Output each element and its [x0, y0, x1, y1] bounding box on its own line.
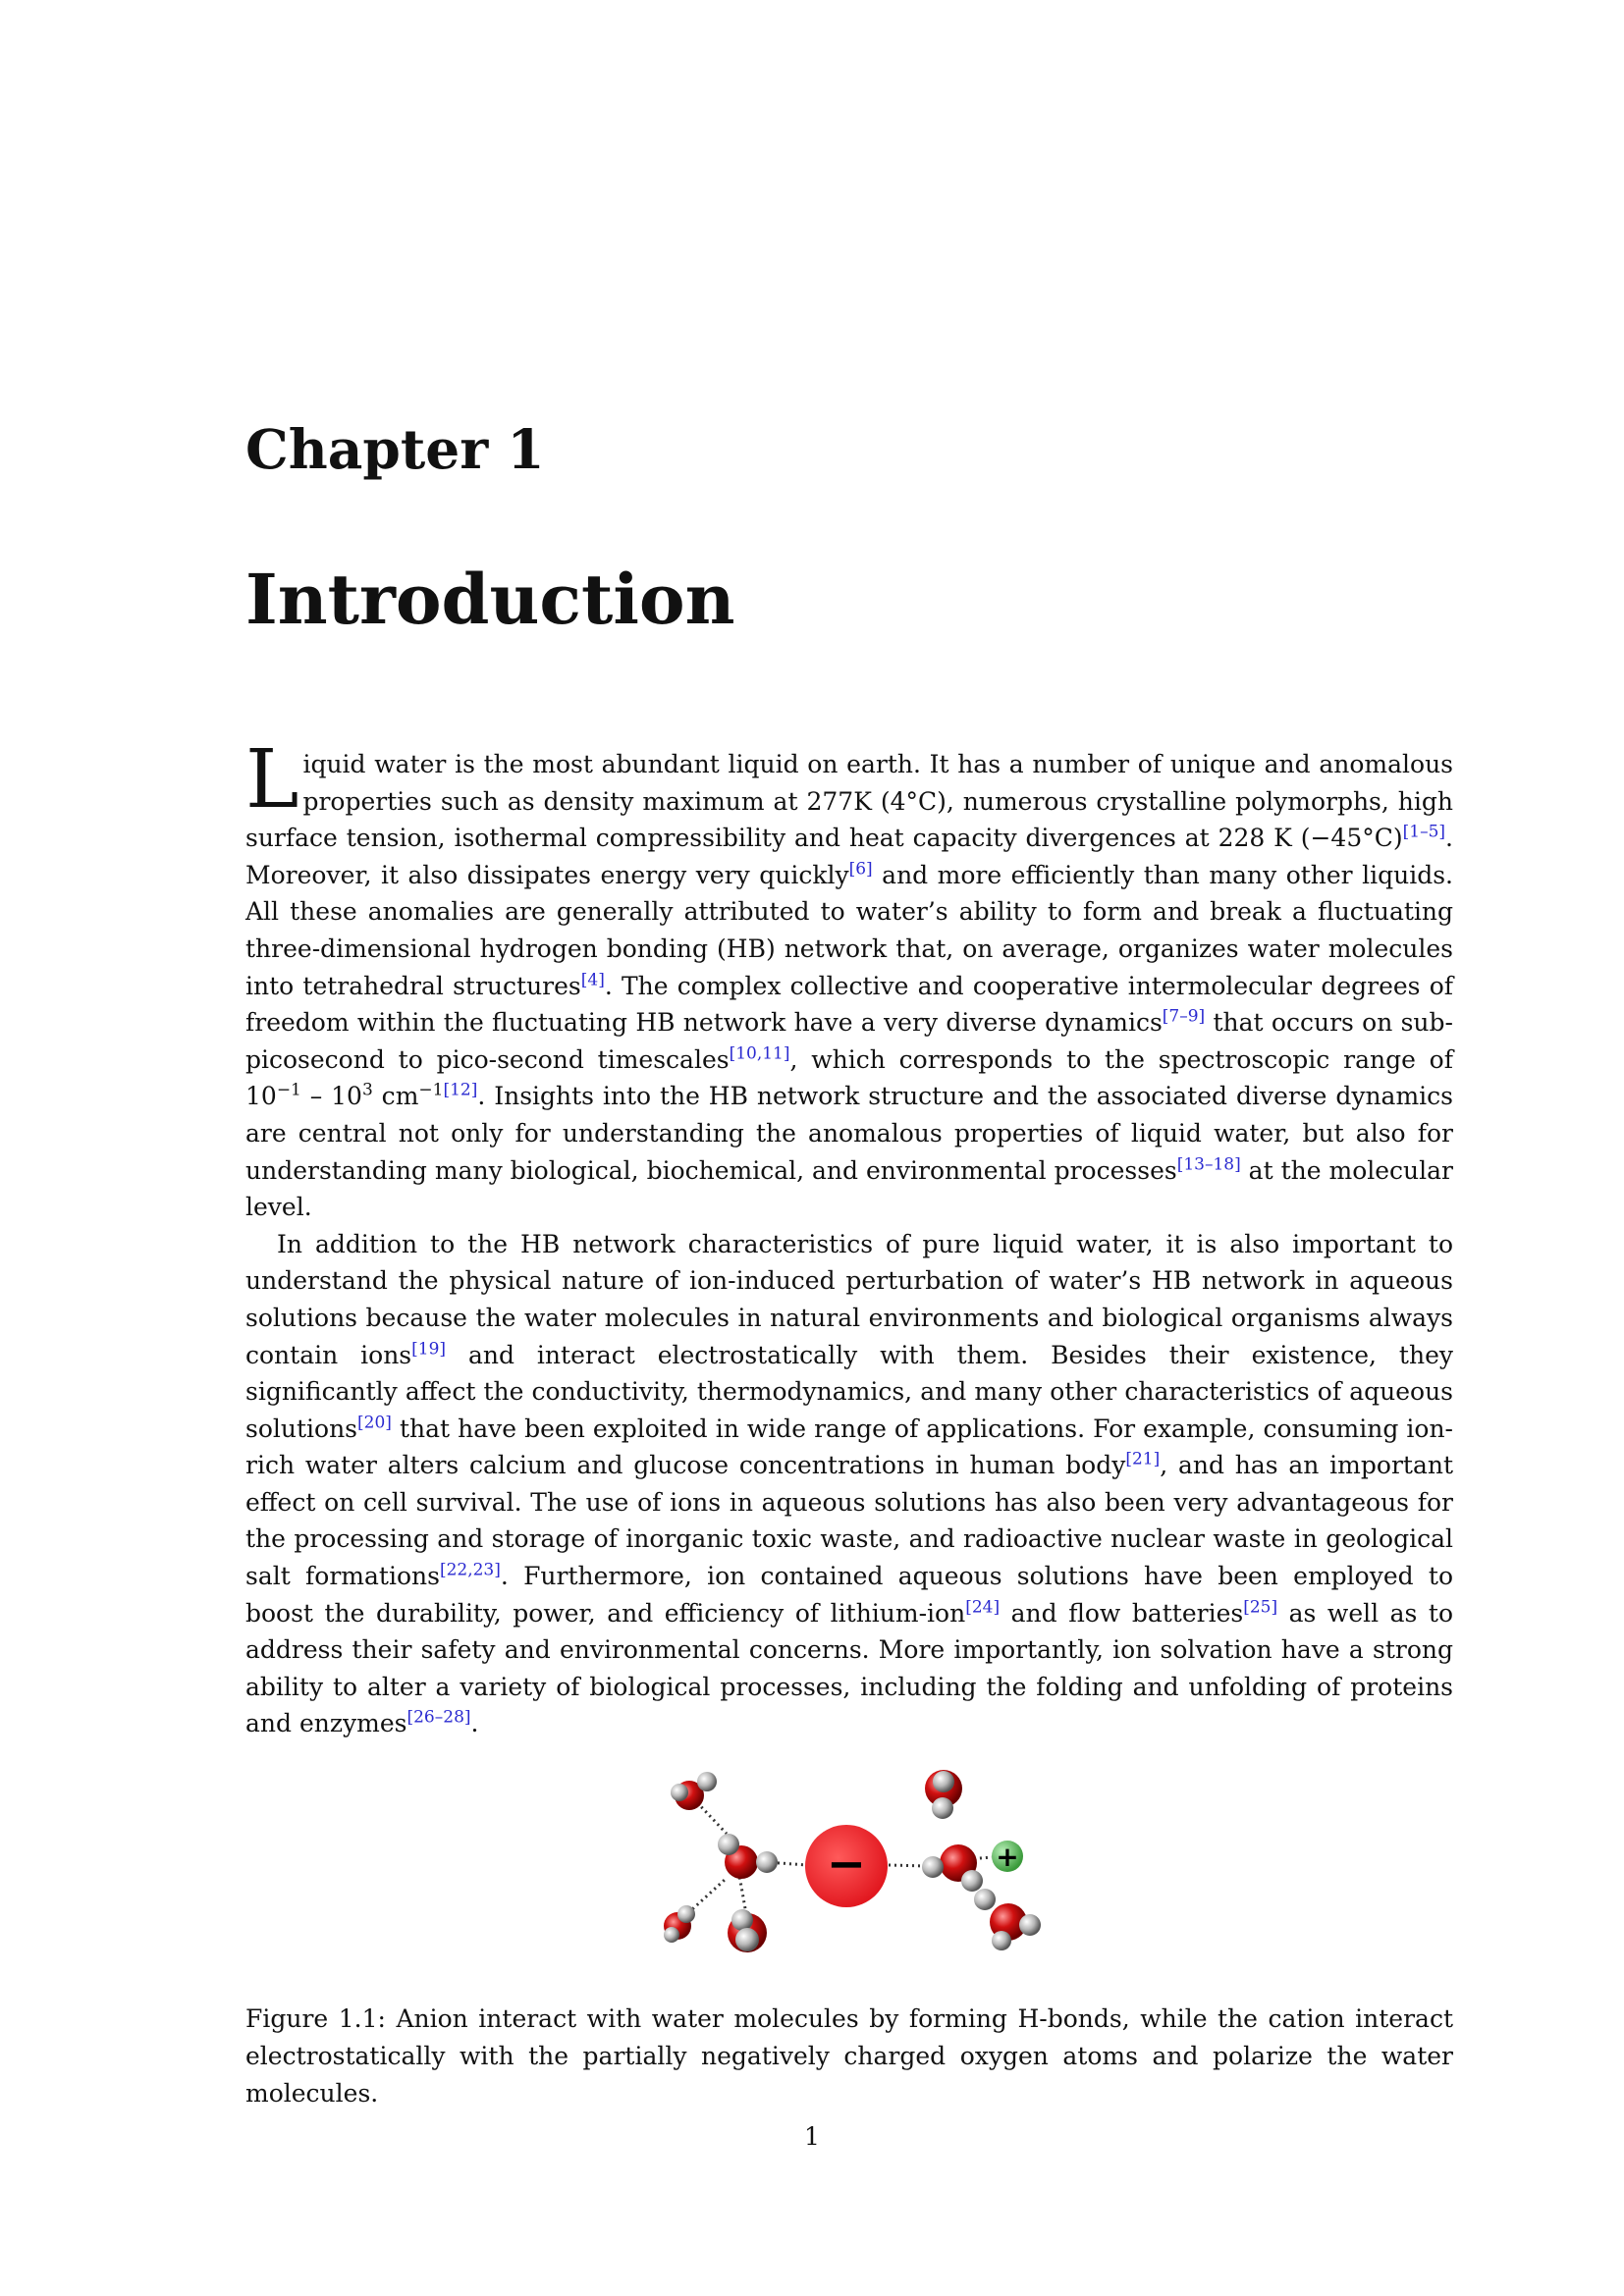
chapter-label: Chapter 1 — [245, 417, 545, 481]
text-run: In addition to the HB network characteristics of pure liquid water, it is also important to understand the physical nature of ion-induced perturbation of water’s HB network in aqueous solutions because the water molecules in natural environments and biological organisms always contain ions — [245, 1229, 1453, 1369]
hydrogen-atom — [1019, 1914, 1041, 1936]
text-run: – 10 — [300, 1082, 362, 1111]
hydrogen-atom — [664, 1927, 679, 1943]
hydrogen-atom — [922, 1856, 944, 1878]
citation[interactable]: [19] — [411, 1339, 447, 1360]
molecule-figure — [648, 1752, 1060, 1978]
hydrogen-atom — [677, 1905, 695, 1923]
figure-caption: Figure 1.1: Anion interact with water molecules by forming H-bonds, while the cation interact electrostatically with the partially negatively charged oxygen atoms and polarize the water molecules. — [245, 2004, 1453, 2108]
text-run: at the molecular level. — [245, 1155, 1453, 1222]
citation[interactable]: [26–28] — [406, 1708, 471, 1729]
anion — [805, 1825, 888, 1907]
hydrogen-atom — [974, 1889, 996, 1910]
citation[interactable]: [1–5] — [1402, 822, 1446, 842]
text-run: and more efficiently than many other liquids. All these anomalies are generally attributed to water’s ability to form and break a fluctuating three-dimensional hydrogen bonding (HB) network that, on average, organizes water molecules into tetrahedral structures — [245, 860, 1453, 1000]
water-molecule — [671, 1772, 717, 1810]
citation[interactable]: [6] — [848, 859, 873, 880]
citation[interactable]: [25] — [1243, 1597, 1278, 1618]
exponent: −1 — [276, 1081, 301, 1101]
citation[interactable]: [22,23] — [439, 1560, 501, 1580]
citation[interactable]: [13–18] — [1176, 1154, 1241, 1175]
hydrogen-atom — [671, 1784, 688, 1801]
exponent: 3 — [361, 1081, 373, 1101]
hydrogen-atom — [697, 1772, 717, 1791]
exponent: −1 — [418, 1081, 444, 1101]
text-run: and interact electrostatically with them. Besides their existence, they significantly affect the conductivity, thermodynamics, and many other characteristics of aqueous solutions — [245, 1340, 1453, 1443]
text-run: . Insights into the HB network structure and the associated diverse dynamics are central not only for understanding the anomalous properties of liquid water, but also for understanding many biological, biochemical, and environmental processes — [245, 1082, 1453, 1185]
text-run: that occurs on sub-picosecond to pico-second timescales — [245, 1008, 1453, 1074]
hydrogen-atom — [992, 1931, 1011, 1950]
hydrogen-atom — [756, 1851, 778, 1873]
water-molecule — [728, 1909, 767, 1952]
body-text — [245, 733, 1454, 1742]
chapter-title: Introduction — [245, 559, 735, 640]
citation[interactable]: [10,11] — [729, 1043, 790, 1064]
citation[interactable]: [24] — [965, 1597, 1001, 1618]
anion-symbol: − — [826, 1837, 867, 1892]
hydrogen-atom — [961, 1870, 983, 1892]
text-run: . Moreover, it also dissipates energy very quickly — [245, 824, 1453, 889]
citation[interactable]: [12] — [443, 1081, 478, 1101]
cation-symbol: + — [996, 1841, 1019, 1873]
water-molecule — [974, 1889, 1041, 1950]
water-molecule — [664, 1905, 695, 1943]
citation[interactable]: [7–9] — [1162, 1006, 1206, 1027]
hydrogen-atom — [718, 1834, 739, 1855]
hydrogen-atom — [933, 1771, 954, 1792]
text-run: , which corresponds to the spectroscopic range of 10 — [245, 1044, 1453, 1111]
paragraph-1 — [245, 733, 1454, 1226]
paragraph-2 — [245, 1226, 1453, 1742]
text-run: iquid water is the most abundant liquid on earth. It has a number of unique and anomalous properties such as density maximum at 277K (4°C), numerous crystalline polymorphs, high surface tension, isothermal compressibility and heat capacity divergences at 228 K (−45°C) — [245, 750, 1453, 853]
citation[interactable]: [21] — [1125, 1449, 1161, 1469]
hydrogen-atom — [932, 1797, 953, 1819]
text-run: as well as to address their safety and environmental concerns. More importantly, ion solvation have a strong ability to alter a variety of biological processes, including the folding and unfolding of proteins and enzymes — [245, 1598, 1453, 1738]
text-run: . — [470, 1709, 479, 1738]
text-run: . The complex collective and cooperative intermolecular degrees of freedom within the fluctuating HB network have a very diverse dynamics — [245, 971, 1454, 1038]
text-run: and flow batteries — [1000, 1598, 1244, 1628]
text-run: , and has an important effect on cell survival. The use of ions in aqueous solutions has also been very advantageous for the processing and storage of inorganic toxic waste, and radioactive nuclear waste in geological salt formations — [245, 1451, 1453, 1591]
water-molecule — [718, 1834, 778, 1879]
citation[interactable]: [20] — [357, 1413, 392, 1433]
text-run: cm — [372, 1082, 419, 1111]
citation[interactable]: [4] — [580, 970, 605, 990]
text-run: . Furthermore, ion contained aqueous solutions have been employed to boost the durability, power, and efficiency of lithium-ion — [245, 1562, 1453, 1628]
cation — [992, 1841, 1023, 1873]
hydrogen-atom — [735, 1928, 759, 1951]
water-molecule — [922, 1844, 983, 1892]
drop-cap: L — [245, 733, 299, 827]
page-number: 1 — [804, 2122, 820, 2151]
water-molecule — [925, 1770, 962, 1819]
hydrogen-atom — [731, 1909, 753, 1931]
text-run: that have been exploited in wide range of applications. For example, consuming ion-rich water alters calcium and glucose concentrations in human body — [245, 1414, 1453, 1480]
